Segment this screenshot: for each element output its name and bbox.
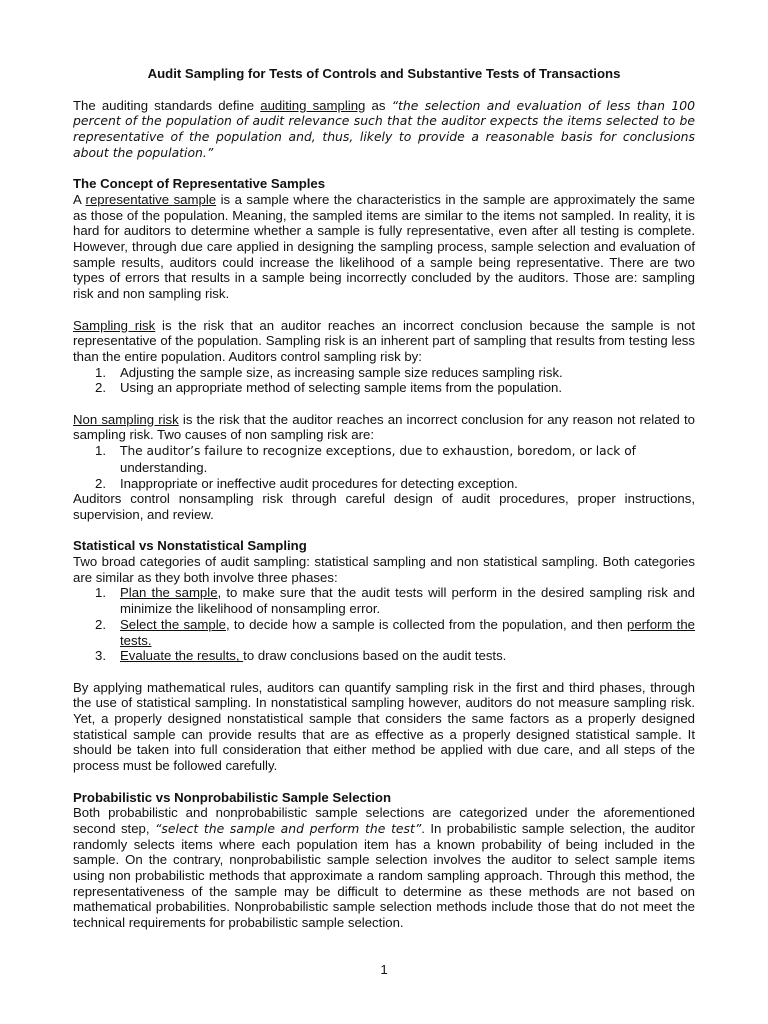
list-item — [73, 648, 695, 664]
non-sampling-risk-body: is the risk that the auditor reaches an incorrect conclusion for any reason not related to sampling risk. Two causes of non sampling risk are: — [73, 411, 695, 443]
sampling-risk-list — [73, 365, 695, 396]
sampling-risk-paragraph — [73, 318, 695, 365]
representative-paragraph — [73, 192, 695, 302]
non-sampling-risk-paragraph — [73, 412, 695, 443]
list-text: Adjusting the sample size, as increasing sample size reduces sampling risk. — [120, 364, 563, 380]
list-text: Inappropriate or ineffective audit procedures for detecting exception. — [120, 475, 518, 491]
statistical-heading: Statistical vs Nonstatistical Sampling — [73, 538, 307, 554]
probabilistic-lead: Both probabilistic and nonprobabilistic sample selections are categorized under the aforementioned second step, — [73, 805, 695, 836]
phase-term-secondary: perform the tests. — [120, 616, 695, 648]
list-number: 2. — [95, 475, 106, 491]
list-text: The auditor’s failure to recognize exceptions, due to exhaustion, boredom, or lack of — [120, 444, 636, 459]
list-item — [73, 365, 695, 381]
phase-term: Select the sample, — [120, 616, 230, 632]
non-sampling-risk-closing: Auditors control nonsampling risk through careful design of audit procedures, proper instructions, supervision, and review. — [73, 491, 695, 522]
list-item — [73, 617, 695, 648]
intro-term: auditing sampling — [260, 97, 366, 113]
probabilistic-quote: “select the sample and perform the test” — [154, 820, 422, 836]
document-title: Audit Sampling for Tests of Controls and Substantive Tests of Transactions — [147, 66, 621, 81]
list-text: to decide how a sample is collected from the population, and then — [229, 616, 627, 632]
phase-term: Evaluate the results, — [120, 648, 244, 664]
probabilistic-heading: Probabilistic vs Nonprobabilistic Sample Selection — [73, 789, 392, 805]
phase-term: Plan the sample — [120, 585, 218, 601]
representative-body: is a sample where the characteristics in the sample are approximately the same as those of the population. Meaning, the sampled items are similar to the items not sampled. In reality, it is hard for auditors to determine whether a sample is fully representative, even after all testing is complete. However, through due care applied in designing the sampling process, sample selection and evaluation of sample results, auditors could increase the likelihood of a sample being representative. There are two types of errors that results in a sample being incorrectly concluded by the auditors. Those are: sampling risk and non sampling risk. — [73, 191, 695, 302]
list-number: 1. — [95, 443, 106, 459]
list-text-continued: understanding. — [120, 459, 208, 475]
list-number: 1. — [95, 585, 106, 601]
probabilistic-paragraph — [73, 805, 695, 931]
list-text: Using an appropriate method of selecting sample items from the population. — [120, 380, 563, 396]
intro-paragraph — [73, 98, 695, 161]
list-number: 2. — [95, 616, 106, 632]
representative-term: representative sample — [85, 191, 217, 207]
list-number: 1. — [95, 364, 106, 380]
list-item — [73, 585, 695, 616]
phases-list — [73, 585, 695, 664]
list-text: , to make sure that the audit tests will perform in the desired sampling risk and minimize the likelihood of nonsampling error. — [120, 585, 695, 617]
non-sampling-risk-term: Non sampling risk — [73, 411, 179, 427]
sampling-risk-term: Sampling risk — [73, 317, 156, 333]
list-item — [73, 443, 695, 475]
representative-lead: A — [73, 191, 86, 207]
sampling-risk-body: is the risk that an auditor reaches an incorrect conclusion because the sample is not representative of the population. Sampling risk is an inherent part of sampling that results from testing less than the entire population. Auditors control sampling risk by: — [73, 317, 695, 364]
intro-quote: “the selection and evaluation of less than 100 percent of the population of audit relevance such that the auditor expects the items selected to be representative of the population and, thus, likely to provide a reasonable basis for conclusions about the population.” — [73, 97, 696, 160]
non-sampling-risk-list — [73, 443, 695, 491]
list-number: 3. — [95, 648, 106, 664]
document-page — [73, 66, 695, 931]
list-item — [73, 380, 695, 396]
intro-lead: The auditing standards define — [73, 97, 261, 113]
representative-heading: The Concept of Representative Samples — [73, 176, 326, 192]
page-number: 1 — [380, 962, 388, 977]
probabilistic-body: . In probabilistic sample selection, the auditor randomly selects items where each population item has a known probability of being included in the sample. On the contrary, nonprobabilistic sample selection involves the auditor to select sample items using non probabilistic methods that approximate a random sampling approach. Through this method, the representativeness of the sample may be difficult to determine as these methods are not based on mathematical probabilities. Nonprobabilistic sample selection methods include those that do not meet the technical requirements for probabilistic sample selection. — [73, 820, 695, 931]
list-number: 2. — [95, 380, 106, 396]
list-item — [73, 476, 695, 492]
statistical-intro: Two broad categories of audit sampling: statistical sampling and non statistical sampling. Both categories are similar as they both involve three phases: — [73, 554, 695, 585]
statistical-paragraph: By applying mathematical rules, auditors can quantify sampling risk in the first and third phases, through the use of statistical sampling. In nonstatistical sampling however, auditors do not measure sampling risk. Yet, a properly designed nonstatistical sample that considers the same factors as a properly designed statistical sample can provide results that are as effective as a properly designed statistical sample. It should be taken into full consideration that either method be applied with due care, and all steps of the process must be followed carefully. — [73, 679, 695, 774]
intro-mid: as — [365, 97, 392, 113]
list-text: to draw conclusions based on the audit tests. — [243, 648, 507, 664]
